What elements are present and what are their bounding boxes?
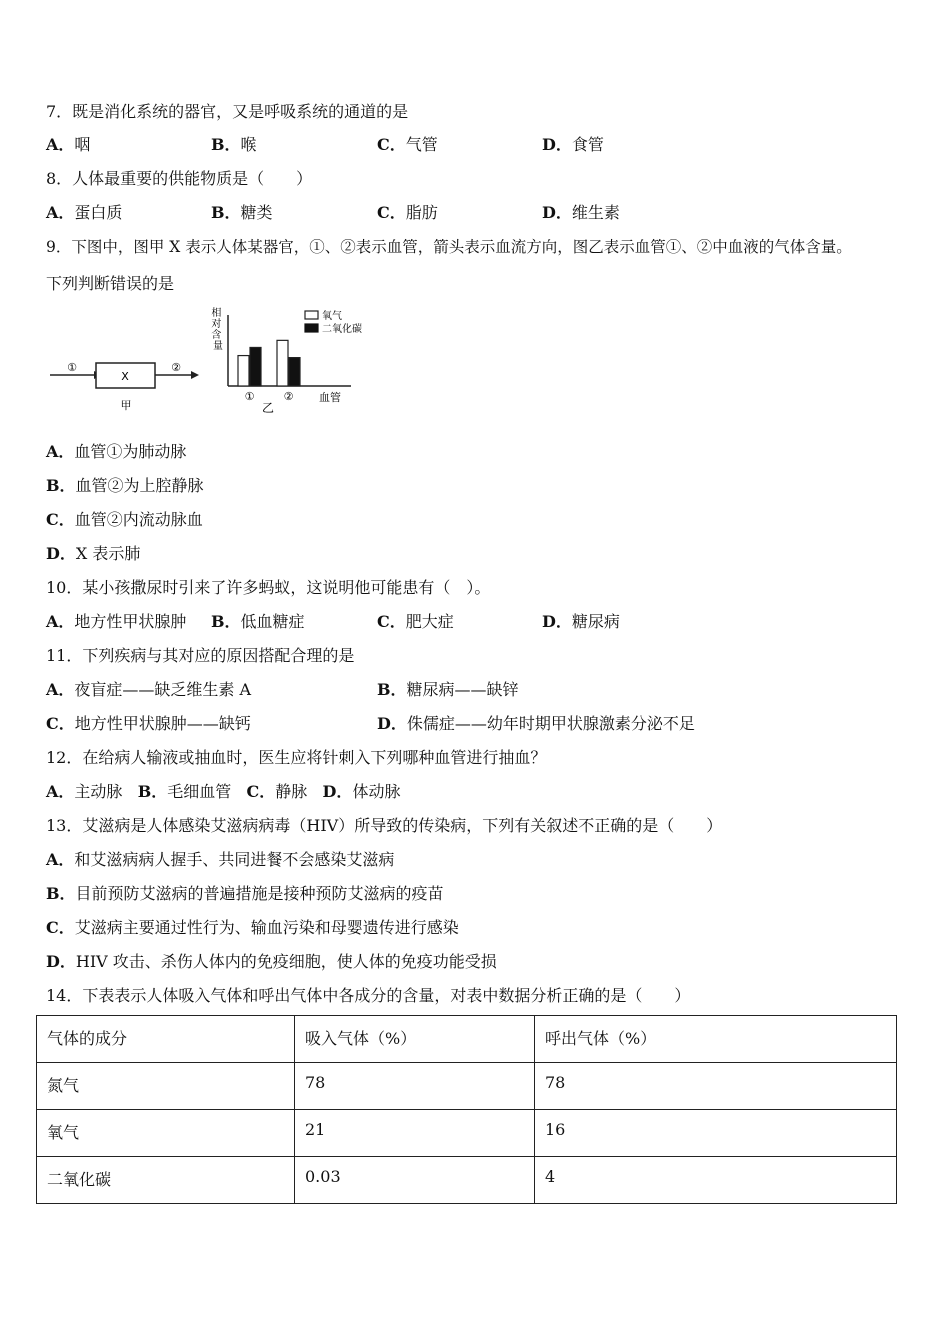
option-letter: C． — [246, 782, 276, 801]
option-letter: C． — [46, 714, 75, 733]
option-letter: B． — [377, 680, 407, 699]
option-text: 糖尿病——缺锌 — [406, 680, 519, 699]
option-letter: A． — [46, 203, 75, 222]
option-letter: A． — [46, 782, 75, 801]
table-row — [37, 1157, 897, 1204]
option-letter: D． — [542, 203, 572, 222]
q12-stem: 12．在给病人输液或抽血时，医生应将针刺入下列哪种血管进行抽血？ — [46, 748, 547, 767]
gas-content-chart — [211, 306, 362, 415]
q12-options — [46, 781, 400, 803]
yi-caption: 乙 — [261, 401, 275, 415]
table-row — [37, 1063, 897, 1110]
option-text: 脂肪 — [405, 203, 438, 222]
option-letter: C． — [377, 135, 406, 154]
option-letter: B． — [211, 203, 241, 222]
q14-stem: 14．下表表示人体吸入气体和呼出气体中各成分的含量，对表中数据分析正确的是（ ） — [46, 986, 691, 1005]
table-cell: 21 — [295, 1110, 535, 1157]
q8-stem: 8．人体最重要的供能物质是（ ） — [46, 169, 313, 188]
arrow-head-icon — [191, 371, 199, 379]
option-letter: C． — [377, 203, 406, 222]
option-text: 血管②为上腔静脉 — [75, 476, 204, 495]
organ-x-label: X — [121, 370, 129, 383]
option-letter: A． — [46, 135, 75, 154]
option-text: 喉 — [240, 135, 257, 154]
table-cell: 0.03 — [295, 1157, 535, 1204]
q9-stem-line1: 9．下图中，图甲 X 表示人体某器官，①、②表示血管，箭头表示血流方向，图乙表示血管①、②中血液的气体含量。 — [46, 238, 852, 256]
table-header-cell: 气体的成分 — [37, 1016, 295, 1063]
legend-oxygen-swatch — [305, 311, 318, 319]
y-axis-label — [211, 306, 224, 352]
q7-stem: 7．既是消化系统的器官，又是呼吸系统的通道的是 — [46, 102, 409, 121]
q10-stem: 10．某小孩撒尿时引来了许多蚂蚁，这说明他可能患有（ ）。 — [46, 578, 491, 597]
jia-caption: 甲 — [120, 399, 132, 412]
option-text: 气管 — [405, 135, 438, 154]
table-cell: 4 — [535, 1157, 897, 1204]
option-text: 和艾滋病病人握手、共同进餐不会感染艾滋病 — [74, 850, 395, 869]
option-text: 蛋白质 — [74, 203, 123, 222]
table-header-row — [37, 1016, 897, 1063]
bar-oxygen-2 — [277, 340, 288, 386]
option-text: 夜盲症——缺乏维生素 A — [74, 680, 252, 699]
legend-co2: 二氧化碳 — [322, 324, 362, 335]
option-letter: A． — [46, 612, 75, 631]
table-cell: 78 — [535, 1063, 897, 1110]
table-cell: 二氧化碳 — [37, 1157, 295, 1204]
q9-figure — [46, 305, 396, 420]
option-letter: C． — [46, 918, 75, 937]
option-text: 体动脉 — [352, 782, 401, 801]
y-axis-char: 相 — [211, 308, 222, 319]
bar-oxygen-1 — [238, 356, 249, 386]
option-letter: D． — [542, 612, 572, 631]
table-cell: 氧气 — [37, 1110, 295, 1157]
q11-stem: 11．下列疾病与其对应的原因搭配合理的是 — [46, 646, 355, 665]
option-letter: D． — [46, 952, 76, 971]
option-text: 主动脉 — [74, 782, 123, 801]
table-header-cell: 呼出气体（%） — [535, 1016, 897, 1063]
option-text: 毛细血管 — [167, 782, 232, 801]
option-text: 食管 — [571, 135, 604, 154]
option-letter: A． — [46, 680, 75, 699]
table-row — [37, 1110, 897, 1157]
legend-oxygen: 氧气 — [322, 311, 342, 322]
y-axis-char: 量 — [213, 341, 223, 352]
q9-option-c — [46, 509, 203, 531]
option-text: 糖尿病 — [571, 612, 620, 631]
option-letter: D． — [377, 714, 407, 733]
q13-stem: 13．艾滋病是人体感染艾滋病病毒（HIV）所导致的传染病，下列有关叙述不正确的是（ ） — [46, 816, 723, 835]
option-text: X 表示肺 — [75, 544, 141, 563]
option-text: 地方性甲状腺肿 — [74, 612, 187, 631]
bar-co2-1 — [250, 347, 261, 386]
option-letter: B． — [137, 782, 168, 801]
option-text: 肥大症 — [405, 612, 454, 631]
bar-co2-2 — [289, 358, 300, 386]
option-letter: C． — [377, 612, 406, 631]
x-tick-label: ① — [244, 390, 255, 403]
x-axis-label: 血管 — [319, 391, 341, 404]
option-text: 低血糖症 — [240, 612, 305, 631]
q13-option-d — [46, 951, 497, 973]
y-axis-char: 对 — [211, 319, 222, 330]
vessel-1-label: ① — [67, 361, 77, 374]
q9-stem-line2: 下列判断错误的是 — [46, 274, 175, 293]
option-letter: A． — [46, 442, 75, 461]
option-letter: B． — [46, 884, 76, 903]
option-letter: D． — [542, 135, 572, 154]
option-letter: C． — [46, 510, 75, 529]
table-cell: 78 — [295, 1063, 535, 1110]
option-text: 侏儒症——幼年时期甲状腺激素分泌不足 — [406, 714, 695, 733]
legend-co2-swatch — [305, 324, 318, 332]
q13-option-b — [46, 883, 444, 905]
option-letter: B． — [211, 135, 241, 154]
option-letter: D． — [46, 544, 76, 563]
q9-option-d — [46, 543, 140, 565]
option-text: 维生素 — [571, 203, 620, 222]
y-axis-char: 含 — [211, 330, 222, 341]
option-text: 血管②内流动脉血 — [74, 510, 203, 529]
option-letter: B． — [46, 476, 76, 495]
table-cell: 氮气 — [37, 1063, 295, 1110]
vessel-2-label: ② — [171, 361, 181, 374]
option-text: 目前预防艾滋病的普遍措施是接种预防艾滋病的疫苗 — [75, 884, 444, 903]
option-letter: D． — [322, 782, 353, 801]
option-text: 咽 — [74, 135, 91, 154]
x-tick-label: ② — [283, 390, 294, 403]
q13-option-a — [46, 849, 394, 871]
option-text: 地方性甲状腺肿——缺钙 — [74, 714, 251, 733]
option-text: 艾滋病主要通过性行为、输血污染和母婴遗传进行感染 — [74, 918, 459, 937]
q13-option-c — [46, 917, 459, 939]
table-header-cell: 吸入气体（%） — [295, 1016, 535, 1063]
q9-option-a — [46, 441, 186, 463]
q9-option-b — [46, 475, 204, 497]
table-cell: 16 — [535, 1110, 897, 1157]
option-text: 静脉 — [275, 782, 308, 801]
option-text: 糖类 — [240, 203, 273, 222]
option-text: HIV 攻击、杀伤人体内的免疫细胞，使人体的免疫功能受损 — [75, 952, 497, 971]
option-letter: B． — [211, 612, 241, 631]
option-letter: A． — [46, 850, 75, 869]
option-text: 血管①为肺动脉 — [74, 442, 187, 461]
gas-composition-table — [36, 1015, 897, 1204]
